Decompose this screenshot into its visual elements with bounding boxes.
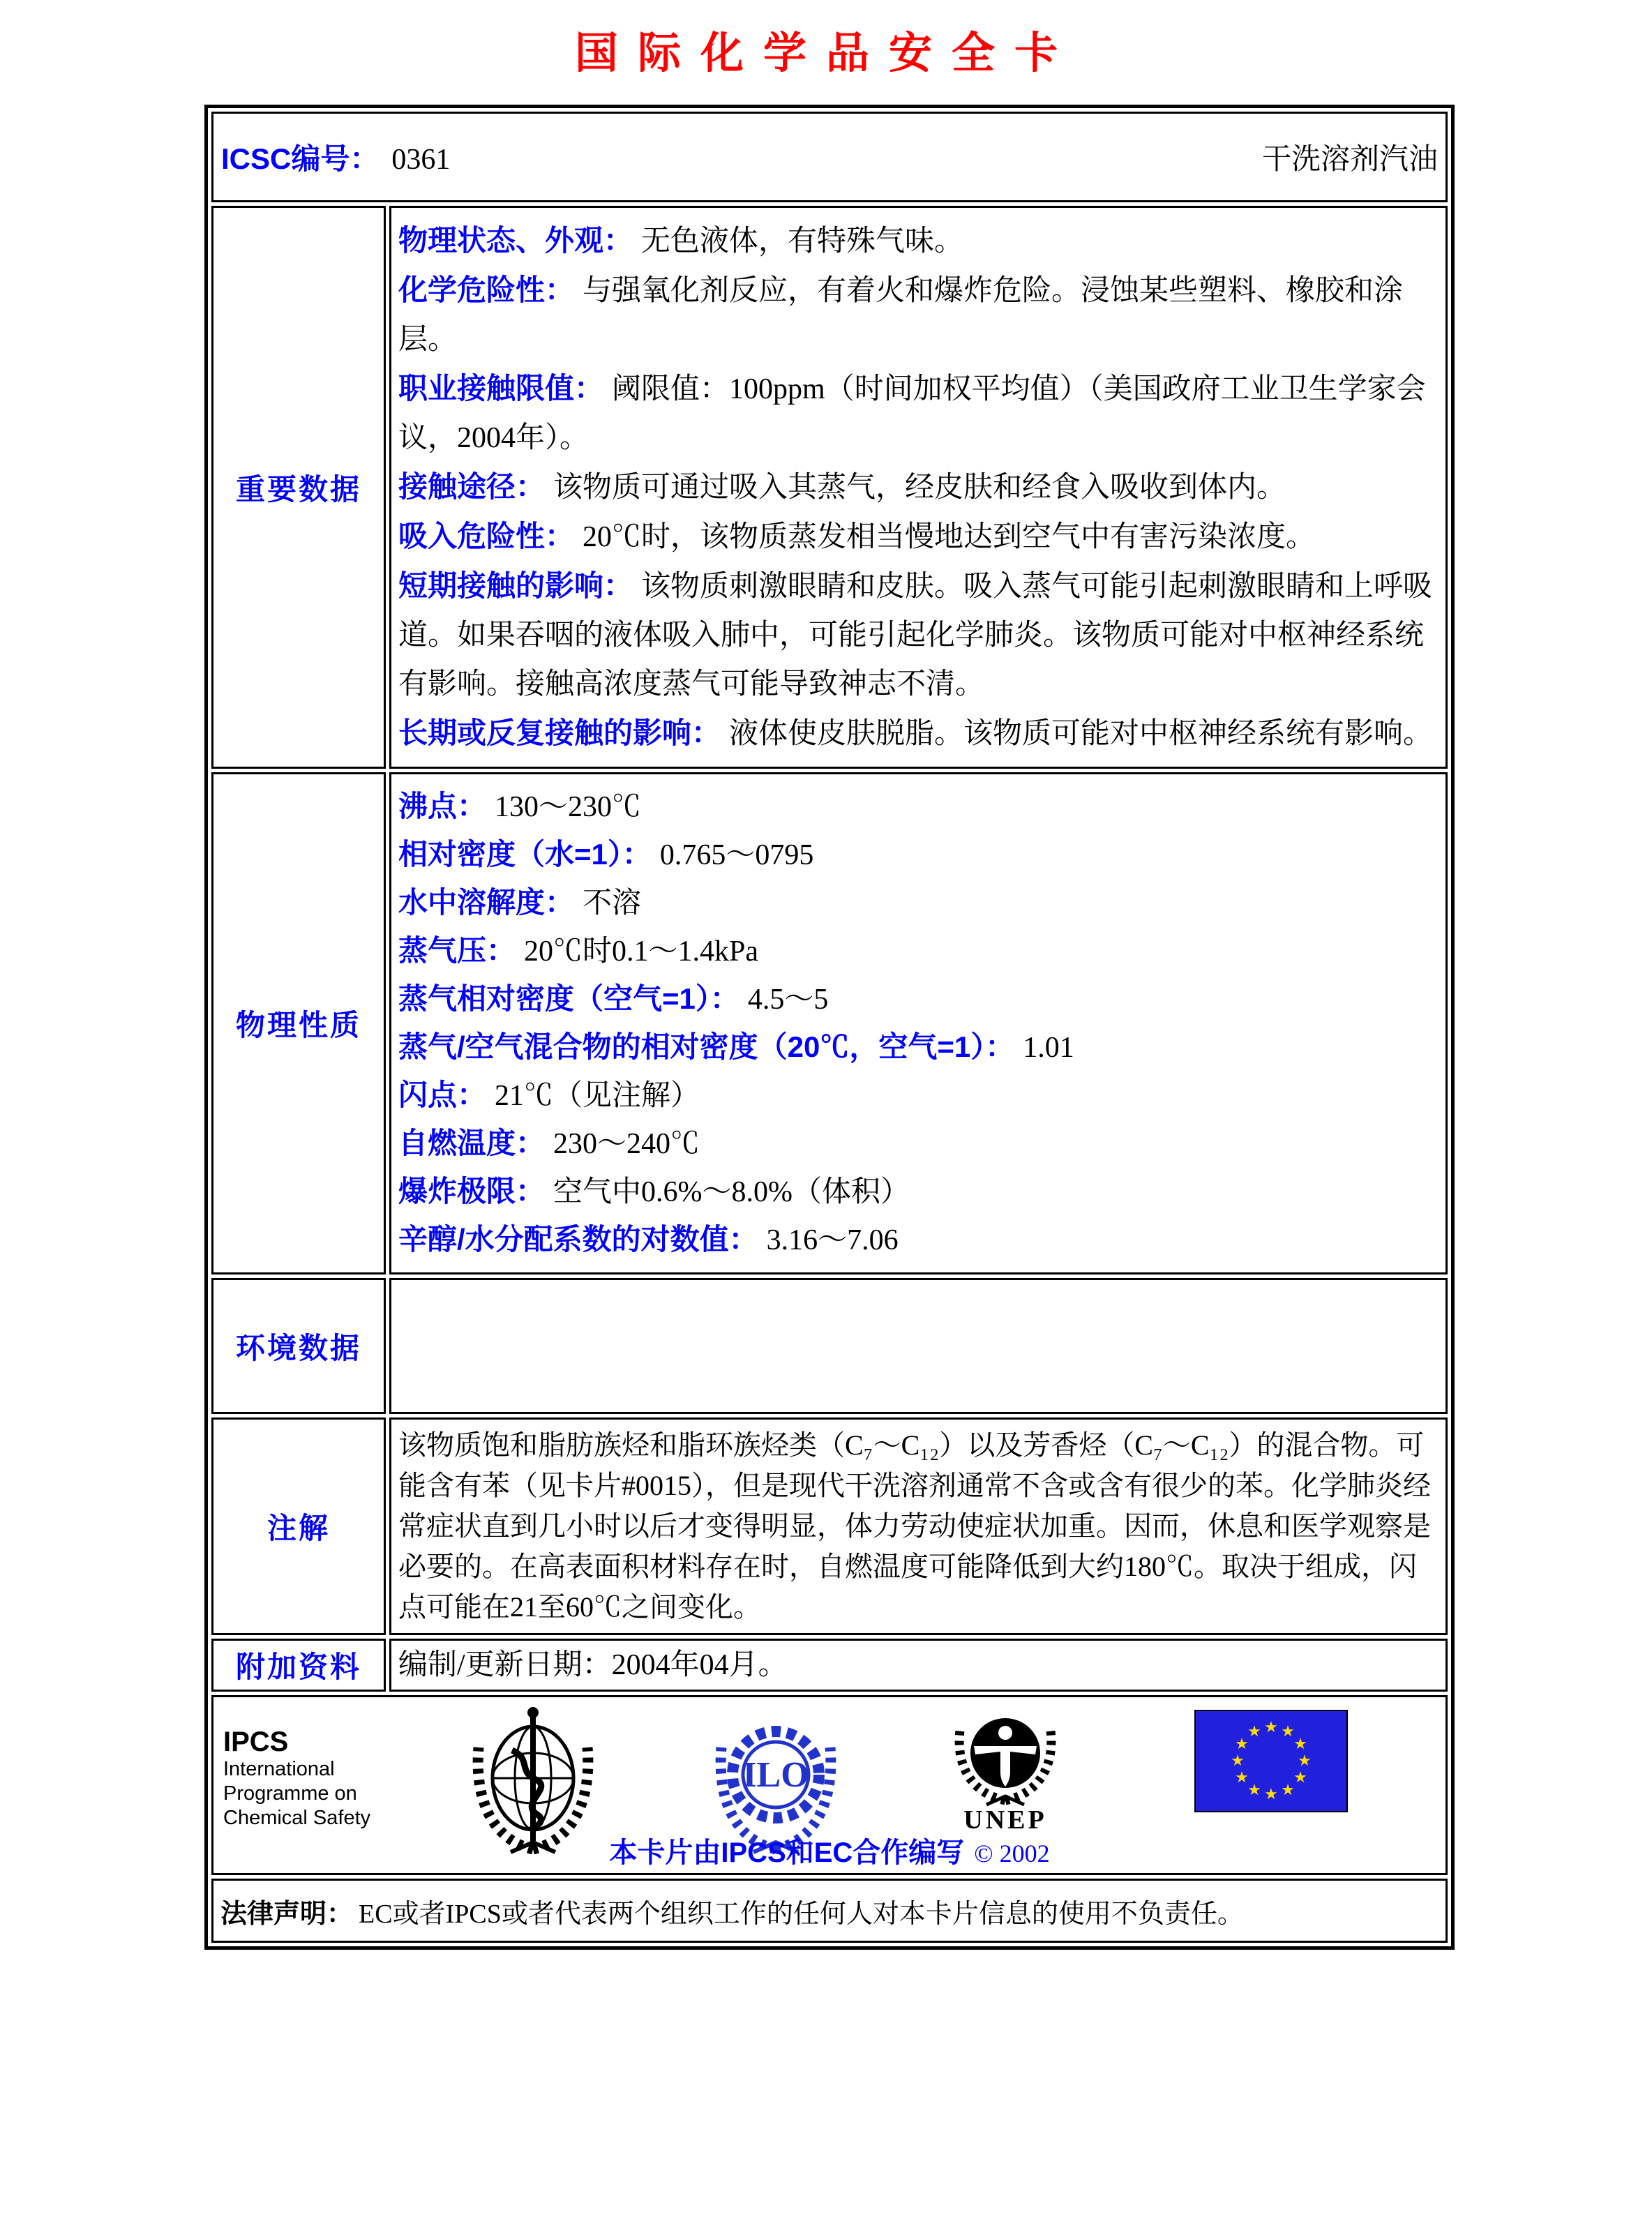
item-label: 长期或反复接触的影响： (398, 716, 721, 749)
icsc-card (204, 105, 1455, 1950)
property-item (398, 831, 1439, 879)
item-text: 空气中0.6%～8.0%（体积） (553, 1176, 910, 1208)
footer-caption (213, 1830, 1446, 1870)
item-label: 物理状态、外观： (398, 224, 633, 257)
section-label-important-data (211, 206, 386, 769)
row-additional-info (211, 1639, 1448, 1692)
svg-text:★: ★ (1231, 1752, 1245, 1770)
item-label: 化学危险性： (398, 273, 575, 306)
icsc-number-label: ICSC编号： (221, 142, 380, 175)
item-text: 3.16～7.06 (766, 1224, 899, 1256)
svg-text:★: ★ (1264, 1719, 1278, 1736)
svg-text:★: ★ (1293, 1736, 1307, 1753)
section-label-text: 重要数据 (235, 472, 361, 506)
item-text: 21℃（见注解） (495, 1080, 700, 1112)
svg-text:★: ★ (1281, 1723, 1295, 1740)
svg-text:★: ★ (1235, 1769, 1249, 1787)
property-item (398, 879, 1439, 927)
svg-text:★: ★ (1293, 1769, 1307, 1787)
item-text: 4.5～5 (747, 984, 829, 1016)
header-row (211, 112, 1448, 202)
data-item (398, 463, 1439, 512)
section-label-text: 环境数据 (235, 1331, 361, 1364)
item-label: 水中溶解度： (398, 886, 575, 919)
ilo-letters: ILO (742, 1755, 809, 1795)
property-item (398, 783, 1439, 831)
unep-logo-icon (946, 1703, 1065, 1807)
item-text: 该物质刺激眼睛和皮肤。吸入蒸气可能引起刺激眼睛和上呼吸道。如果吞咽的液体吸入肺中，可能引起化学肺炎。该物质可能对中枢神经系统有影响。接触高浓度蒸气可能导致神志不清。 (398, 571, 1433, 700)
important-data-content (389, 206, 1448, 769)
physical-properties-content (389, 772, 1448, 1274)
eu-flag-icon (1194, 1710, 1348, 1812)
ipcs-name-line: Programme on (223, 1782, 357, 1805)
unep-logo (946, 1703, 1065, 1833)
chemical-name: 干洗溶剂汽油 (1261, 144, 1438, 176)
data-item (398, 562, 1439, 709)
item-text: 液体使皮肤脱脂。该物质可能对中枢神经系统有影响。 (729, 718, 1433, 750)
property-item (398, 1120, 1439, 1168)
unep-caption: UNEP (963, 1805, 1047, 1835)
copyright: © 2002 (974, 1840, 1050, 1867)
item-text: 无色液体，有特殊气味。 (641, 225, 964, 257)
svg-text:★: ★ (1264, 1786, 1278, 1803)
data-item (398, 364, 1439, 463)
data-item (398, 512, 1439, 562)
additional-info-content (389, 1639, 1448, 1692)
row-legal (211, 1879, 1448, 1943)
svg-text:★: ★ (1281, 1782, 1295, 1799)
legal-text: EC或者IPCS或者代表两个组织工作的任何人对本卡片信息的使用不负责任。 (359, 1899, 1244, 1929)
item-text: 0.765～0795 (659, 839, 814, 871)
notes-content (389, 1417, 1448, 1635)
item-label: 蒸气压： (398, 934, 516, 967)
ipcs-name-line: Chemical Safety (223, 1807, 371, 1829)
additional-info-text: 编制/更新日期：2004年04月。 (398, 1649, 788, 1681)
ipcs-acronym: IPCS (223, 1727, 289, 1757)
item-label: 爆炸极限： (398, 1175, 546, 1208)
section-label-notes (211, 1417, 386, 1635)
legal-cell (211, 1879, 1448, 1943)
item-text: 不溶 (583, 887, 642, 919)
data-item (398, 216, 1439, 266)
item-text: 该物质可通过吸入其蒸气，经皮肤和经食入吸收到体内。 (553, 472, 1286, 504)
item-label: 吸入危险性： (398, 520, 575, 552)
section-label-text: 物理性质 (235, 1009, 361, 1041)
page-title: 国际化学品安全卡 (574, 29, 1077, 77)
item-label: 职业接触限值： (398, 372, 604, 405)
icsc-number-value: 0361 (391, 144, 451, 176)
icsc-number-group (221, 136, 450, 178)
item-text: 1.01 (1023, 1032, 1074, 1064)
item-label: 自燃温度： (398, 1127, 546, 1159)
row-logos (211, 1695, 1448, 1875)
property-item (398, 927, 1439, 975)
property-item (398, 975, 1439, 1023)
icsc-table (208, 108, 1451, 1946)
item-label: 接触途径： (398, 470, 546, 503)
svg-text:★: ★ (1247, 1782, 1261, 1799)
property-item (398, 1023, 1439, 1071)
item-label: 沸点： (398, 790, 487, 822)
item-text: 130～230℃ (495, 791, 642, 823)
svg-text:★: ★ (1235, 1736, 1249, 1753)
logos-cell (211, 1695, 1448, 1875)
property-item (398, 1168, 1439, 1216)
item-label: 辛醇/水分配系数的对数值： (398, 1223, 758, 1256)
row-notes (211, 1417, 1448, 1635)
item-label: 短期接触的影响： (398, 569, 633, 602)
item-text: 与强氧化剂反应，有着火和爆炸危险。浸蚀某些塑料、橡胶和涂层。 (398, 275, 1404, 356)
data-item (398, 709, 1439, 758)
footer-caption-text: 本卡片由IPCS和EC合作编写 (609, 1837, 965, 1868)
notes-text: 该物质饱和脂肪族烃和脂环族烃类（C₇～C₁₂）以及芳香烃（C₇～C₁₂）的混合物。可能含有苯（见卡片#0015），但是现代干洗溶剂通常不含或含有很少的苯。化学肺炎经常症状直到几小时以后才变得明显，体力劳动使症状加重。因而，休息和医学观察是必要的。在高表面积材料存在时，自燃温度可能降低到大约180℃。取决于组成，闪点可能在21至60℃之间变化。 (398, 1429, 1431, 1623)
property-item (398, 1071, 1439, 1120)
ipcs-name-line: International (223, 1758, 335, 1780)
section-label-additional-info (211, 1639, 386, 1692)
svg-text:★: ★ (1298, 1752, 1312, 1770)
section-label-text: 注解 (266, 1512, 330, 1544)
section-label-environmental-data (211, 1278, 386, 1414)
data-item (398, 266, 1439, 364)
item-label: 蒸气相对密度（空气=1）： (398, 982, 739, 1015)
svg-text:★: ★ (1247, 1723, 1261, 1740)
ipcs-block (223, 1727, 370, 1830)
row-environmental-data (211, 1278, 1448, 1414)
legal-label: 法律声明： (220, 1899, 354, 1929)
row-important-data (211, 206, 1448, 769)
item-text: 阈限值：100ppm（时间加权平均值）（美国政府工业卫生学家会议，2004年）。 (398, 373, 1426, 454)
section-label-text: 附加资料 (235, 1650, 361, 1683)
item-text: 230～240℃ (553, 1128, 700, 1160)
section-label-physical-properties (211, 772, 386, 1274)
item-label: 闪点： (398, 1078, 487, 1111)
property-item (398, 1216, 1439, 1264)
row-physical-properties (211, 772, 1448, 1274)
environmental-data-content (389, 1278, 1448, 1414)
item-label: 相对密度（水=1）： (398, 838, 652, 871)
item-text: 20℃时0.1～1.4kPa (524, 935, 759, 968)
item-text: 20℃时，该物质蒸发相当慢地达到空气中有害污染浓度。 (583, 521, 1316, 553)
item-label: 蒸气/空气混合物的相对密度（20℃，空气=1）： (398, 1030, 1015, 1063)
header-cell (211, 112, 1448, 202)
